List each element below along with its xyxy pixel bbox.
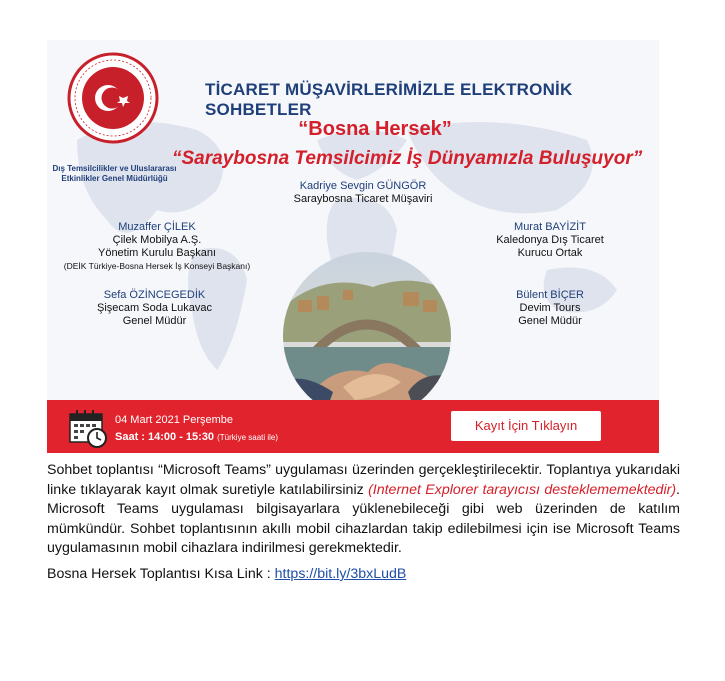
event-date: 04 Mart 2021 Perşembe <box>115 414 234 426</box>
speaker-left-top <box>52 221 262 273</box>
speaker-name: Muzaffer ÇİLEK <box>118 221 196 233</box>
mostar-bridge-handshake-photo <box>283 252 451 420</box>
speaker-line: (DEİK Türkiye-Bosna Hersek İş Konseyi Başkanı) <box>63 261 251 271</box>
banner-subtitle: “Bosna Hersek” <box>298 118 452 140</box>
speaker-line: Devim Tours <box>519 302 581 314</box>
info-text-rest: . Microsoft Teams uygulaması bilgisayarlara yüklenebileceği gibi web üzerinden de katılım mümkündür. Sohbet toplantısının akıllı mobil cihazlardan takip edilebilmesi için ise Microsoft Teams uygulamasının mobil cihazlara indirilmesi gerekmektedir. <box>47 481 680 556</box>
speaker-name: Kadriye Sevgin GÜNGÖR <box>299 180 427 192</box>
speaker-line: Yönetim Kurulu Başkanı <box>97 247 216 259</box>
register-button[interactable]: Kayıt İçin Tıklayın <box>451 411 601 441</box>
info-paragraph <box>47 461 680 559</box>
event-time <box>115 431 278 443</box>
speaker-line: Şişecam Soda Lukavac <box>97 302 212 314</box>
ministry-logo <box>67 52 159 144</box>
speaker-name: Sefa ÖZİNCEGEDİK <box>103 289 206 301</box>
speaker-line: Kurucu Ortak <box>517 247 583 259</box>
logo-caption-line-2: Etkinlikler Genel Müdürlüğü <box>61 174 168 183</box>
speaker-right-bottom <box>475 289 625 328</box>
speaker-name: Murat BAYİZİT <box>514 221 586 233</box>
speaker-name: Bülent BİÇER <box>516 289 584 301</box>
speaker-role: Saraybosna Ticaret Müşaviri <box>293 193 433 205</box>
event-banner <box>47 40 659 453</box>
logo-caption-line-1: Dış Temsilcilikler ve Uluslararası <box>52 164 177 173</box>
speaker-line: Çilek Mobilya A.Ş. <box>112 234 202 246</box>
short-link-label: Bosna Hersek Toplantısı Kısa Link : <box>47 566 275 582</box>
speaker-center <box>273 180 453 206</box>
event-time-value: Saat : 14:00 - 15:30 <box>115 431 215 443</box>
short-link-line <box>47 566 406 582</box>
event-timezone: (Türkiye saati ile) <box>217 433 279 442</box>
banner-title: TİCARET MÜŞAVİRLERİMİZLE ELEKTRONİK SOHBETLER <box>205 80 573 119</box>
banner-tagline: “Saraybosna Temsilcimiz İş Dünyamızla Buluşuyor” <box>172 148 643 169</box>
info-text: Sohbet toplantısı “Microsoft Teams” uygulaması üzerinden gerçekleştirilecektir. Toplantıya yukarıdaki linke tıklayarak kayıt olmak suretiyle katılabilirsiniz <box>47 462 680 498</box>
speaker-line: Genel Müdür <box>122 315 187 327</box>
speaker-line: Kaledonya Dış Ticaret <box>496 234 604 246</box>
speaker-line: Genel Müdür <box>518 315 582 327</box>
browser-warning: (Internet Explorer tarayıcısı desteklememektedir) <box>368 481 677 498</box>
speaker-left-bottom <box>67 289 242 328</box>
logo-caption <box>47 164 182 184</box>
speaker-right-top <box>475 221 625 260</box>
short-link[interactable]: https://bit.ly/3bxLudB <box>274 566 407 582</box>
calendar-clock-icon <box>68 408 108 448</box>
